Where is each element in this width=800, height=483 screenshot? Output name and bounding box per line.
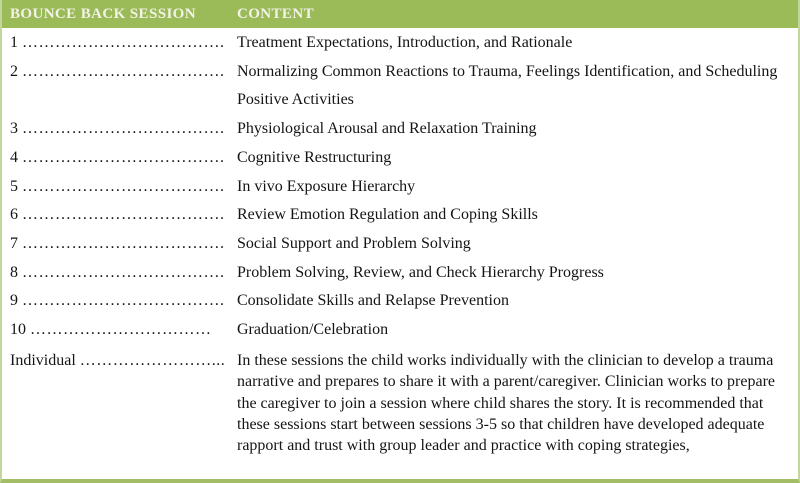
content-cell: Social Support and Problem Solving [237,234,471,252]
content-cell: Normalizing Common Reactions to Trauma, Feelings Identification, and Scheduling Positive Activities [237,62,778,109]
session-label: 8 [10,263,18,281]
session-label: 3 [10,120,18,138]
dot-leader: ………………………………. [22,120,225,138]
session-label: 4 [10,148,18,166]
session-cell [2,58,229,87]
session-cell [2,115,229,144]
dot-leader: ………………………………. [22,34,225,51]
dot-leader: ………………………………. [22,292,225,310]
table-row [2,201,798,230]
table-row [2,287,798,316]
dot-leader: ……………………... [79,351,226,369]
content-cell: Graduation/Celebration [237,321,389,339]
table-row [2,350,798,457]
dot-leader: ………………………………. [22,263,225,281]
session-label: 2 [10,62,18,80]
dot-leader: ………………………………. [22,206,225,224]
session-cell [2,29,229,58]
session-label: Individual [10,351,76,369]
session-label: 9 [10,292,18,310]
table-rows [2,28,798,479]
content-cell: Physiological Arousal and Relaxation Training [237,120,537,138]
content-cell: In these sessions the child works individually with the clinician to develop a trauma narrative and prepares to share it with a parent/caregiver. Clinician works to prepare the caregiver to join a session where child shares the story. It is recommended that these sessions start between sessions 3-5 so that children have developed adequate rapport and trust with group leader and practice with coping strategies, [237,351,775,455]
content-cell: Consolidate Skills and Relapse Prevention [237,292,509,310]
session-label: 10 [10,321,26,339]
dot-leader: ………………………………. [22,148,225,166]
session-cell [2,144,229,173]
content-cell: In vivo Exposure Hierarchy [237,177,416,195]
dot-leader: ………………………………. [22,177,225,195]
session-cell [2,316,229,345]
content-cell: Cognitive Restructuring [237,148,392,166]
session-label: 7 [10,234,18,252]
session-cell [2,259,229,288]
table-row [2,115,798,144]
session-cell [2,201,229,230]
table-row [2,58,798,115]
table-row [2,316,798,345]
session-cell [2,173,229,202]
session-cell [2,230,229,259]
session-label: 1 [10,34,18,51]
table-row [2,259,798,288]
table-row [2,29,798,58]
session-cell [2,350,229,371]
session-label: 5 [10,177,18,195]
session-cell [2,287,229,316]
table-row [2,173,798,202]
header-content-column: CONTENT [237,5,314,22]
dot-leader: ………………………………. [22,62,225,80]
table-header-row [2,0,798,28]
table-row [2,144,798,173]
content-cell: Problem Solving, Review, and Check Hierarchy Progress [237,263,604,281]
dot-leader: …………………………… [30,321,212,339]
dot-leader: ………………………………. [22,234,225,252]
table-row [2,230,798,259]
content-cell: Review Emotion Regulation and Coping Skills [237,206,538,224]
content-cell: Treatment Expectations, Introduction, and Rationale [237,34,573,51]
header-session-column: BOUNCE BACK SESSION [10,5,196,22]
session-label: 6 [10,206,18,224]
